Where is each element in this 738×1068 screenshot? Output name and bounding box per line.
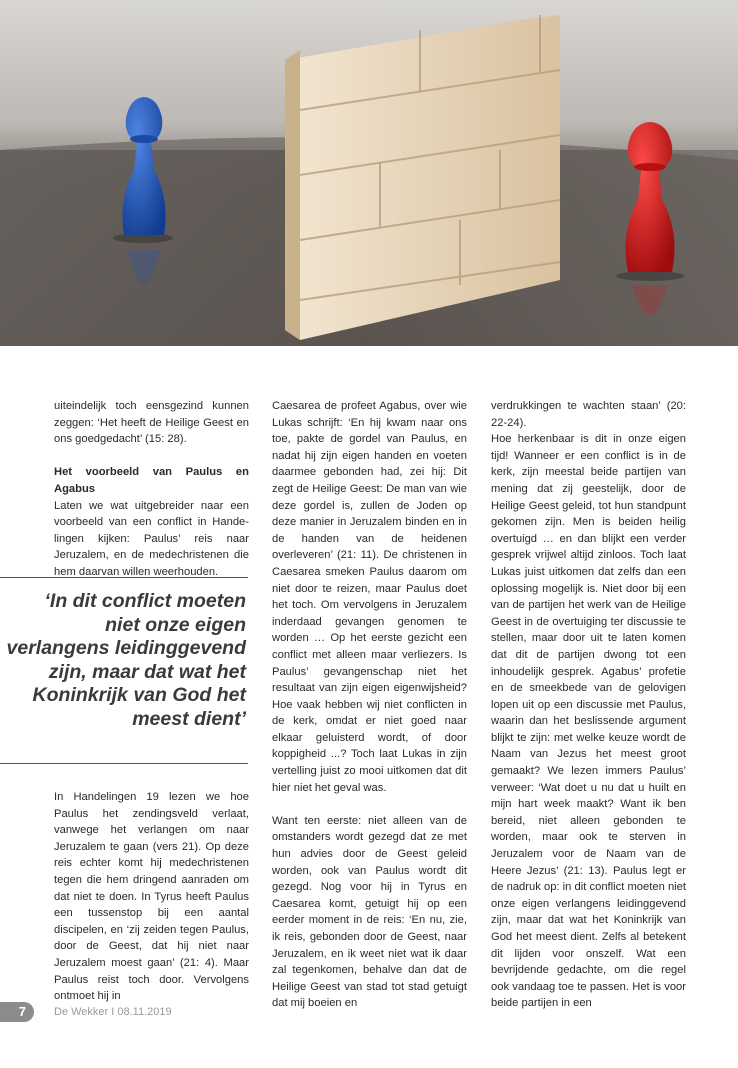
pull-quote-text: ‘In dit conflict moeten niet onze eigen verlangens leidinggevend zijn, maar dat wat het Koninkrijk van God het meest dient’ bbox=[6, 590, 246, 730]
paragraph: In Handelingen 19 lezen we hoe Paulus het zendingsveld verlaat, vanwege het verlangen om naar Jeruzalem te gaan (vers 21). Op deze reis echter komt hij medechristenen tegen die hem dringend aanraden om dat niet te doen. In Tyrus heeft Paulus een tussenstop bij een aantal discipelen, en ‘zij zeiden tegen Paulus, door de Geest, dat hij niet naar Jeruzalem moest gaan’ (21: 4). Maar Paulus reist toch door. Vervolgens ontmoet hij in bbox=[54, 791, 249, 1003]
paragraph: Want ten eerste: niet alleen van de omstanders wordt gezegd dat ze met hun advies door de Geest geleid worden, ook van Paulus wordt dit gezegd. Nog voor hij in Tyrus en Caesarea komt, getuigt hij op een eerder moment in de reis: ‘En nu, zie, ik reis, gebonden door de Geest, naar Jeruzalem, en ik weet niet wat ik daar zal tegenkomen, behalve dan dat de Heilige Geest van stad tot stad getuigt dat mij boeien en bbox=[272, 814, 467, 1010]
section-heading: Het voorbeeld van Paulus en Agabus bbox=[54, 466, 249, 495]
pawns-and-wall-illustration bbox=[0, 0, 738, 346]
page-number-tab bbox=[0, 1002, 34, 1022]
footer-separator: I bbox=[111, 1006, 115, 1018]
paragraph: verdrukkingen te wachten staan’ (20: 22-24). bbox=[491, 400, 686, 429]
column-1-bottom bbox=[54, 789, 249, 1005]
column-3 bbox=[491, 398, 686, 1012]
publication-name: De Wekker bbox=[54, 1006, 109, 1018]
column-2 bbox=[272, 398, 467, 1012]
paragraph: Laten we wat uitgebreider naar een voorbeeld van een conflict in Hande-lingen kijken: Paulus’ reis naar Jeruzalem, en de medechristenen die hem daarvan willen weerhouden. bbox=[54, 499, 249, 578]
column-1-top bbox=[54, 398, 249, 581]
pull-quote bbox=[0, 577, 248, 764]
paragraph: uiteindelijk toch eensgezind kunnen zeggen: ‘Het heeft de Heilige Geest en ons goedgedacht’ (15: 28). bbox=[54, 400, 249, 446]
footer-publication-line bbox=[54, 1004, 172, 1020]
paragraph: Hoe herkenbaar is dit in onze eigen tijd! Wanneer er een conflict is in de kerk, zijn meestal beide partijen van mening dat zij geestelijk, door de Heilige Geest geleid, tot hun standpunt gekomen zijn. Men is beiden heilig overtuigd … en dan blijkt een verder gesprek vrijwel altijd zinloos. Toch laat Lukas juist uitkomen dat zelfs dan een oplossing mogelijk is. Niet door bij een van de partijen het werk van de Heilige Geest in de overtuiging ter discussie te stellen, maar door uit te laten komen dat dit de partijen dwong tot een inhoudelijk gesprek. Agabus’ profetie en de smeekbede van de gelovigen lopen uit op een discussie met Paulus, waarin dan het beslissende argument blijkt te zijn: met welke keuze wordt de Naam van Jezus het meest groot gemaakt? We lezen immers Paulus’ verweer: ‘Wat doet u nu dat u huilt en mijn hart week maakt? Want ik ben bereid, niet alleen gebonden te worden, maar ook te sterven in Jeruzalem voor de Naam van de Heere Jezus’ (21: 13). Paulus legt er de nadruk op: in dit conflict moeten niet onze eigen verlangens leidinggevend zijn, maar dat wat het Koninkrijk van God het meest dient. Zelfs al betekent dit lijden voor onszelf. Wat een bevrijdende gedachte, om die regel ook vandaag toe te passen. Het is voor beide partijen in een bbox=[491, 433, 686, 1010]
page-number: 7 bbox=[18, 1004, 26, 1019]
hero-photo bbox=[0, 0, 738, 346]
publication-date: 08.11.2019 bbox=[117, 1006, 172, 1018]
page-footer bbox=[0, 1002, 400, 1022]
paragraph: Caesarea de profeet Agabus, over wie Lukas schrijft: ‘En hij kwam naar ons toe, pakte de gordel van Paulus, en nadat hij zijn eigen handen en voeten daarmee gebonden had, zei hij: Dit zegt de Heilige Geest: De man van wie deze gordel is, zullen de Joden op deze manier in Jeruzalem binden en in de handen van de heidenen overleveren’ (21: 11). De christenen in Caesarea smeken Paulus daarom om niet door te reizen, maar Paulus doet het toch. Om vervolgens in Jeruzalem inderdaad gevangen genomen te worden … Op het eerste gezicht een conflict met alleen maar verliezers. Is Paulus’ gevangenschap niet het resultaat van zijn eigen eigenwijsheid? Hoe vaak hebben wij niet conflicten in de kerk, omdat er niet goed naar elkaar geluisterd wordt, of door koppigheid ...? Toch laat Lukas in zijn vertelling juist zo mooi uitkomen dat dit hier niet het geval was. bbox=[272, 400, 467, 794]
